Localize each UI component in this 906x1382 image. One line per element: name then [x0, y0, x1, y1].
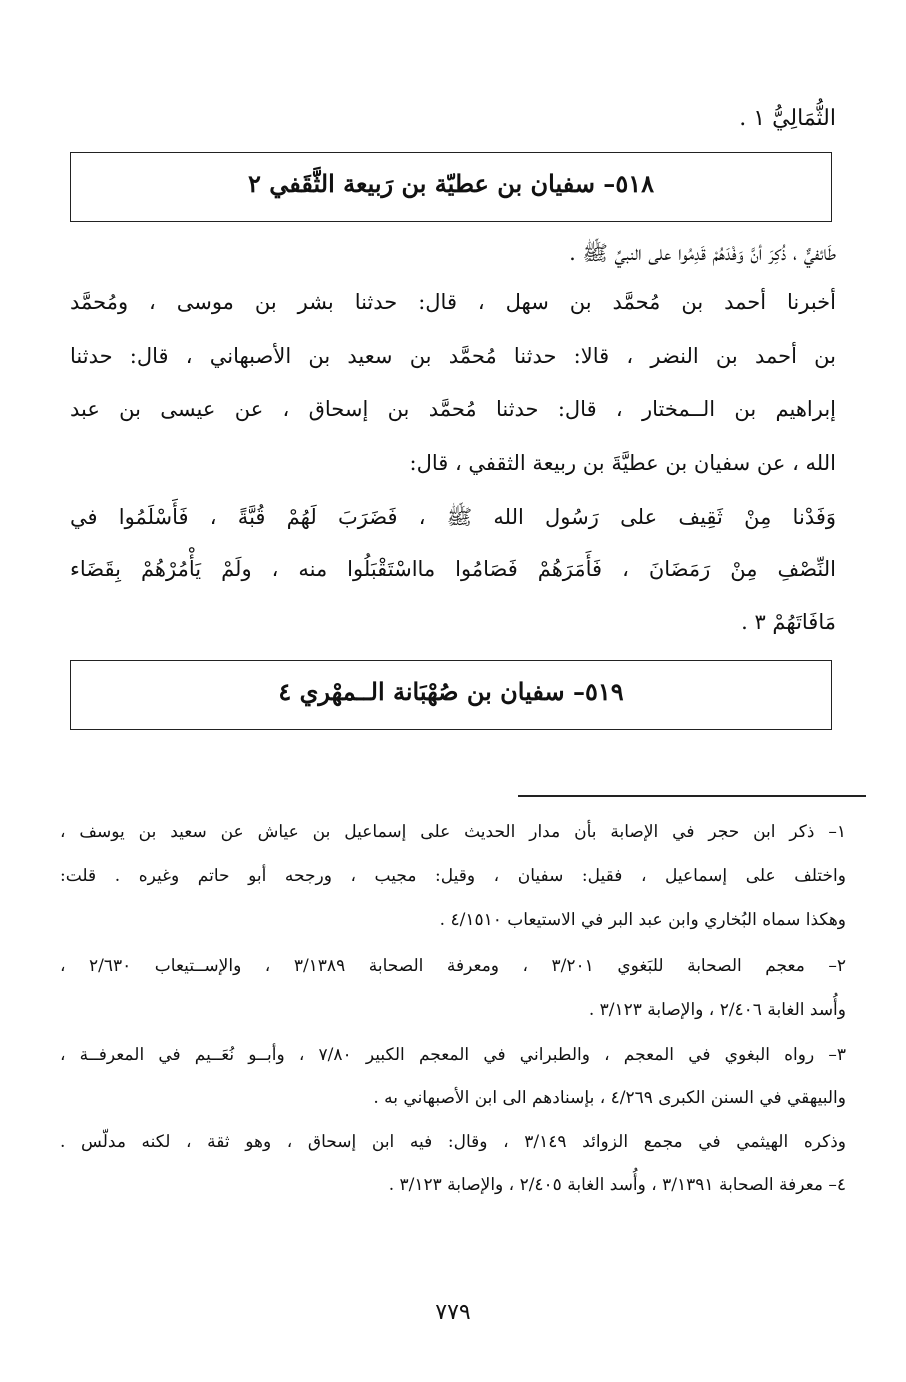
footnote-2-line-2: وأُسد الغابة ٢/٤٠٦ ، والإصابة ٣/١٢٣ . [588, 1000, 846, 1020]
page-number: ٧٧٩ [435, 1300, 471, 1325]
footnote-separator [518, 795, 866, 797]
footnote-3-line-3: وذكره الهيثمي في مجمع الزوائد ٣/١٤٩ ، وقال: فيه ابن إسحاق ، وهو ثقة ، لكنه مدلّس . [60, 1132, 847, 1152]
entry-heading-518: ٥١٨– سفيان بن عطيّة بن رَبيعة الثَّقَفي ٢ [248, 169, 654, 198]
footnote-1-line-1: ١– ذكر ابن حجر في الإصابة بأن مدار الحديث على إسماعيل بن عياش عن سعيد بن يوسف ، [60, 822, 846, 842]
entry-518-line-6: وَفَدْنا مِنْ ثَقِيف على رَسُول الله ﷺ ، فَضَرَبَ لَهُمْ قُبَّةً ، فَأَسْلَمُوا في [70, 505, 836, 529]
entry-518-line-5: الله ، عن سفيان بن عطيَّةَ بن ربيعة الثقفي ، قال: [409, 451, 836, 475]
entry-heading-box-519 [70, 660, 832, 730]
entry-518-line-8: مَافَاتَهُمْ ٣ . [741, 610, 836, 634]
entry-heading-519: ٥١٩– سفيان بن صُهْبَانة الــمهْري ٤ [278, 677, 624, 706]
footnote-1-line-2: واختلف على إسماعيل ، فقيل: سفيان ، وقيل: مجيب ، ورجحه أبو حاتم وغيره . قلت: [60, 866, 846, 886]
entry-518-line-2: أخبرنا أحمد بن مُحمَّد بن سهل ، قال: حدثنا بشر بن موسى ، ومُحمَّد [70, 290, 836, 314]
footnote-1-line-3: وهكذا سماه البُخاري وابن عبد البر في الاستيعاب ٤/١٥١٠ . [439, 910, 846, 930]
entry-518-line-1: طَائفيٌّ ، ذُكِرَ أنَّ وَفْدَهُمْ قَدِمُوا على النبيِّ ﷺ . [569, 241, 836, 265]
footnote-2-line-1: ٢– معجم الصحابة للبَغوي ٣/٢٠١ ، ومعرفة الصحابة ٣/١٣٨٩ ، والإســتيعاب ٢/٦٣٠ ، [60, 956, 846, 976]
footnote-3-line-1: ٣– رواه البغوي في المعجم ، والطبراني في المعجم الكبير ٧/٨٠ ، وأبــو نُعَــيم في المعرفــة ، [60, 1045, 846, 1065]
footnote-4-line-1: ٤– معرفة الصحابة ٣/١٣٩١ ، وأُسد الغابة ٢/٤٠٥ ، والإصابة ٣/١٢٣ . [388, 1175, 846, 1195]
continuation-line: الثُّمَالِيُّ ١ . [739, 106, 836, 131]
entry-518-line-4: إبراهيم بن الــمختار ، قال: حدثنا مُحمَّد بن إسحاق ، عن عيسى بن عبد [70, 397, 836, 421]
entry-heading-box-518 [70, 152, 832, 222]
entry-518-line-7: النِّصْفِ مِنْ رَمَضَانَ ، فَأَمَرَهُمْ فَصَامُوا مااسْتَقْبَلُوا منه ، ولَمْ يَأْمُرْهُمْ بِقَضَاء [70, 557, 836, 581]
footnote-3-line-2: والبيهقي في السنن الكبرى ٤/٢٦٩ ، بإسنادهم الى ابن الأصبهاني به . [373, 1088, 846, 1108]
entry-518-line-3: بن أحمد بن النضر ، قالا: حدثنا مُحمَّد بن سعيد بن الأصبهاني ، قال: حدثنا [70, 344, 836, 368]
